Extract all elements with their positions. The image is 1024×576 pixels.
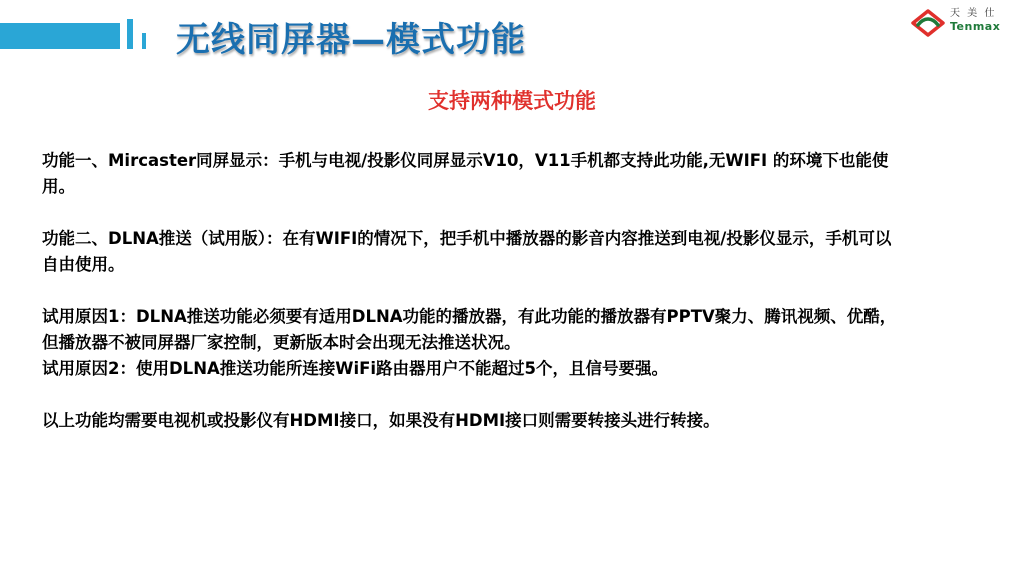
slide-title: 无线同屏器—模式功能 [176,20,526,60]
paragraph-spacer [42,382,902,408]
paragraph-trial-reason-one: 试用原因1：DLNA推送功能必须要有适用DLNA功能的播放器，有此功能的播放器有PPTV聚力、腾讯视频、优酷，但播放器不被同屏器厂家控制，更新版本时会出现无法推送状况。 [42,307,897,352]
paragraph-spacer [42,200,902,226]
paragraph-function-two: 功能二、DLNA推送（试用版）：在有WIFI的情况下，把手机中播放器的影音内容推送到电视/投影仪显示，手机可以自由使用。 [42,229,892,274]
paragraph-trial-reason-two: 试用原因2：使用DLNA推送功能所连接WiFi路由器用户不能超过5个，且信号要强。 [42,359,669,378]
slide-subtitle: 支持两种模式功能 [428,89,596,113]
paragraph-hdmi-requirement: 以上功能均需要电视机或投影仪有HDMI接口，如果没有HDMI接口则需要转接头进行转接。 [42,411,720,430]
header-accent-bar [0,23,120,49]
logo-text-english: Tenmax [950,20,1001,33]
logo-emblem-icon [910,8,946,38]
header-accent-stripe [127,19,133,49]
content-body [42,148,902,434]
paragraph-function-one: 功能一、Mircaster同屏显示：手机与电视/投影仪同屏显示V10，V11手机都支持此功能,无WIFI 的环境下也能使用。 [42,151,889,196]
header-accent-stripe-small [142,33,146,49]
brand-logo [908,6,1020,40]
logo-text-chinese: 天 美 仕 [950,8,997,19]
paragraph-spacer [42,278,902,304]
